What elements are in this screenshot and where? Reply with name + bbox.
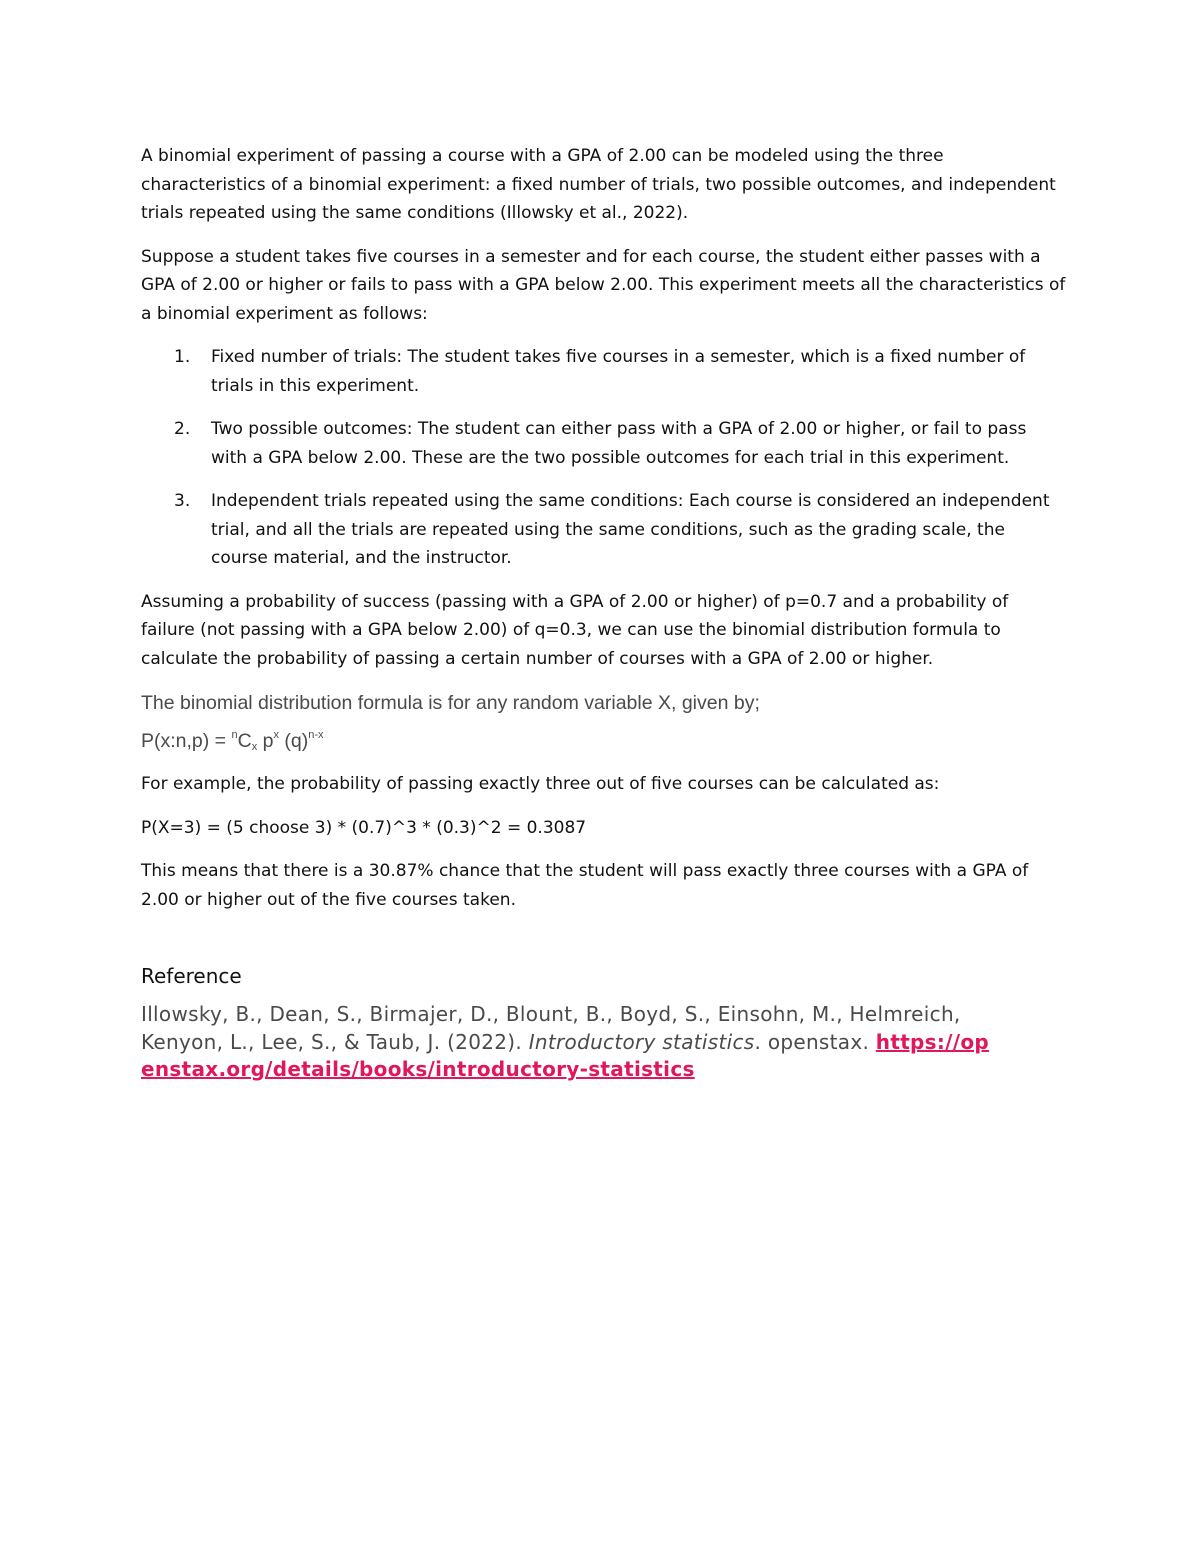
formula-p-exponent: x bbox=[273, 729, 279, 741]
conclusion-paragraph: This means that there is a 30.87% chance that the student will pass exactly three courses with a GPA of 2.00 or higher out of the five courses taken. bbox=[141, 861, 1029, 910]
formula-q: (q) bbox=[278, 730, 309, 752]
reference-heading: Reference bbox=[141, 964, 242, 988]
list-item-text: Independent trials repeated using the same conditions: Each course is considered an independent trial, and all the trials are repeated using the same conditions, such as the grading scale, the course material, and the instructor. bbox=[211, 491, 1050, 568]
characteristics-list bbox=[141, 343, 1066, 573]
list-item bbox=[141, 343, 1066, 400]
reference-authors: Illowsky, B., Dean, S., Birmajer, D., Blount, B., Boyd, S., Einsohn, M., Helmreich, Kenyon, L., Lee, S., & Taub, J. (2022). bbox=[141, 1002, 961, 1054]
list-item-text: Two possible outcomes: The student can either pass with a GPA of 2.00 or higher, or fail to pass with a GPA below 2.00. These are the two possible outcomes for each trial in this experiment. bbox=[211, 419, 1027, 468]
list-item-number: 2. bbox=[174, 419, 191, 439]
assuming-paragraph: Assuming a probability of success (passing with a GPA of 2.00 or higher) of p=0.7 and a probability of failure (not passing with a GPA below 2.00) of q=0.3, we can use the binomial distribution formula to calculate the probability of passing a certain number of courses with a GPA of 2.00 or higher. bbox=[141, 591, 1009, 669]
formula-q-exponent: n-x bbox=[308, 729, 324, 741]
list-item bbox=[141, 487, 1066, 573]
formula-intro: The binomial distribution formula is for any random variable X, given by; bbox=[141, 692, 760, 714]
suppose-paragraph: Suppose a student takes five courses in a semester and for each course, the student either passes with a GPA of 2.00 or higher or fails to pass with a GPA below 2.00. This experiment meets all the characteristics of a binomial experiment as follows: bbox=[141, 246, 1066, 324]
example-calculation: P(X=3) = (5 choose 3) * (0.7)^3 * (0.3)^2 = 0.3087 bbox=[141, 817, 587, 838]
list-item-number: 3. bbox=[174, 491, 191, 511]
reference-link[interactable]: https://openstax.org/details/books/introductory-statistics bbox=[141, 1029, 990, 1081]
reference-title: Introductory statistics bbox=[528, 1029, 755, 1054]
formula-n-superscript: n bbox=[231, 729, 238, 741]
formula-p: p bbox=[257, 730, 274, 752]
intro-paragraph: A binomial experiment of passing a course with a GPA of 2.00 can be modeled using the three characteristics of a binomial experiment: a fixed number of trials, two possible outcomes, and independent trials repeated using the same conditions (Illowsky et al., 2022). bbox=[141, 146, 1056, 223]
list-item-text: Fixed number of trials: The student takes five courses in a semester, which is a fixed number of trials in this experiment. bbox=[211, 347, 1026, 396]
binomial-formula bbox=[141, 726, 1066, 756]
document-body bbox=[141, 142, 1066, 1084]
formula-x-subscript: x bbox=[251, 741, 258, 753]
list-item-number: 1. bbox=[174, 347, 191, 367]
example-intro: For example, the probability of passing exactly three out of five courses can be calculated as: bbox=[141, 774, 940, 794]
formula-lhs: P(x:n,p) = bbox=[141, 730, 232, 752]
formula-c: C bbox=[237, 730, 252, 752]
list-item bbox=[141, 415, 1066, 472]
reference-entry bbox=[141, 1001, 1001, 1084]
reference-publisher: . openstax. bbox=[754, 1029, 876, 1054]
